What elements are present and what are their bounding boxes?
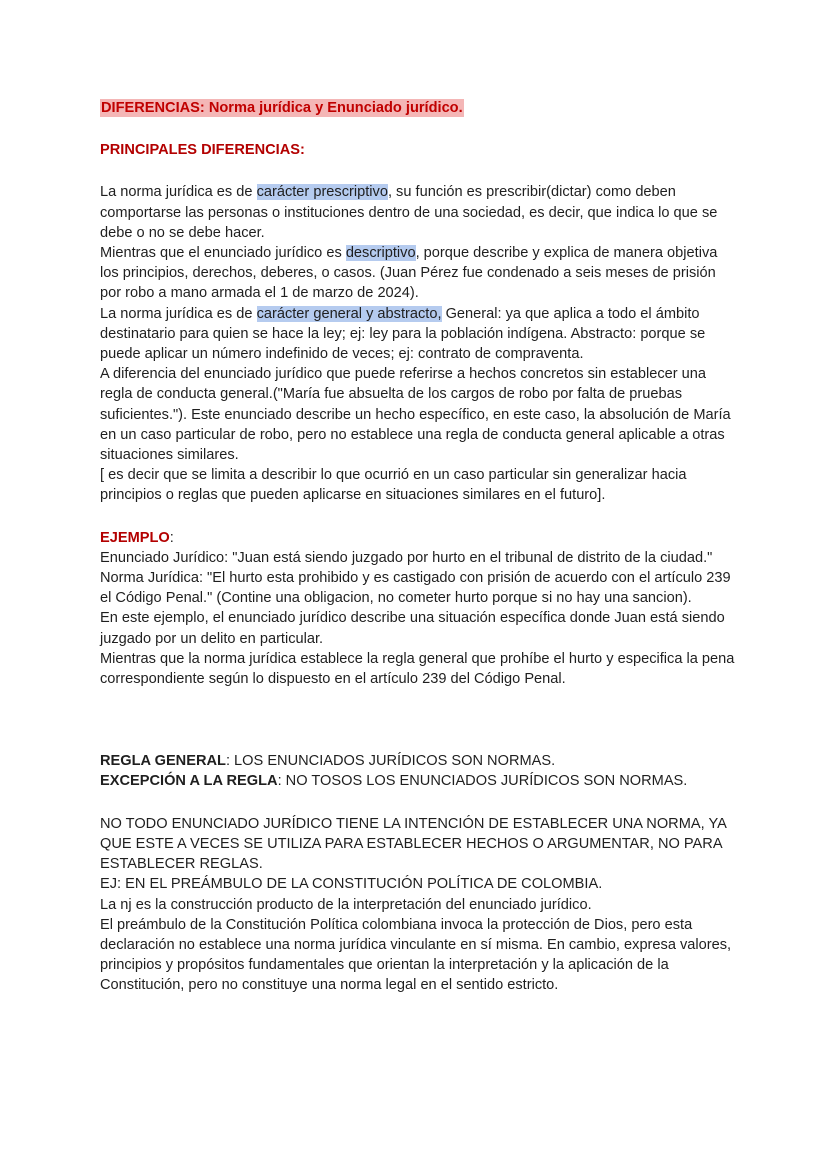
ejemplo-norma: Norma Jurídica: "El hurto esta prohibido y es castigado con prisión de acuerdo con el artículo 239 el Código Penal." (Contine una obligacion, no cometer hurto porque si no hay una sancion). — [100, 570, 731, 607]
ejemplo-enunciado: Enunciado Jurídico: "Juan está siendo juzgado por hurto en el tribunal de distrito de la ciudad." — [100, 549, 713, 566]
text-run: , porque describe y explica de manera objetiva los principios, derechos, deberes, o casos. (Juan Pérez fue condenado a seis meses de prisión por robo a mano armada el 1 de marzo de 2024). — [100, 245, 718, 302]
regla-general-label: REGLA GENERAL — [100, 753, 226, 770]
paragraph-preambulo-explicacion: El preámbulo de la Constitución Política colombiana invoca la protección de Dios, pero esta declaración no establece una norma jurídica vinculante en sí misma. En cambio, expresa valores, principios y propósitos fundamentales que orientan la interpretación y la aplicación de la Constitución, pero no constituye una norma legal en el sentido estricto. — [100, 916, 732, 994]
principales-heading: PRINCIPALES DIFERENCIAS: — [100, 142, 305, 159]
paragraph-ej-preambulo: EJ: EN EL PREÁMBULO DE LA CONSTITUCIÓN POLÍTICA DE COLOMBIA. — [100, 876, 603, 893]
text-run: : NO TOSOS LOS ENUNCIADOS JURÍDICOS SON NORMAS. — [277, 773, 688, 790]
paragraph-es-decir: [ es decir que se limita a describir lo que ocurrió en un caso particular sin generalizar hacia principios o reglas que pueden aplicarse en situaciones similares en el futuro]. — [100, 467, 687, 504]
ejemplo-heading: EJEMPLO — [100, 529, 170, 546]
ejemplo-heading-line — [100, 528, 740, 548]
text-run: : LOS ENUNCIADOS JURÍDICOS SON NORMAS. — [225, 753, 556, 770]
text-run: La norma jurídica es de — [100, 184, 257, 201]
text-run: General: ya que aplica a todo el ámbito destinatario para quien se hace la ley; ej: ley para la población indígena. Abstracto: porque se puede aplicar un número indefinido de veces; ej: contrato de compraventa. — [100, 305, 706, 363]
regla-general-line — [100, 751, 740, 771]
text-run: La norma jurídica es de — [100, 305, 257, 322]
paragraph-nj-construccion: La nj es la construcción producto de la interpretación del enunciado jurídico. — [100, 896, 592, 913]
document-body — [100, 98, 740, 996]
excepcion-line — [100, 771, 740, 791]
paragraph-no-todo-enunciado: NO TODO ENUNCIADO JURÍDICO TIENE LA INTENCIÓN DE ESTABLECER UNA NORMA, YA QUE ESTE A VECES SE UTILIZA PARA ESTABLECER HECHOS O ARGUMENTAR, NO PARA ESTABLECER REGLAS. — [100, 815, 727, 873]
text-run: , su función es prescribir(dictar) como deben comportarse las personas o instituciones dentro de una sociedad, es decir, que indica lo que se debe o no se debe hacer. — [100, 184, 718, 241]
text-run: Mientras que el enunciado jurídico es — [100, 245, 346, 262]
highlighted-text: descriptivo — [345, 245, 416, 262]
ejemplo-explicacion: En este ejemplo, el enunciado jurídico describe una situación específica donde Juan está siendo juzgado por un delito en particular. — [100, 610, 725, 647]
excepcion-label: EXCEPCIÓN A LA REGLA — [100, 773, 278, 790]
highlighted-text: carácter prescriptivo — [256, 184, 388, 201]
paragraph-enunciado-descriptivo — [100, 243, 740, 304]
highlighted-text: carácter general y abstracto, — [256, 305, 442, 322]
paragraph-norma-prescriptiva — [100, 182, 740, 243]
text-run: : — [169, 529, 174, 546]
paragraph-hechos-concretos: A diferencia del enunciado jurídico que puede referirse a hechos concretos sin establecer una regla de conducta general.("María fue absuelta de los cargos de robo por falta de pruebas suficientes."). Este enunciado describe un hecho específico, en este caso, la absolución de María en un caso particular de robo, pero no establece una regla de conducta general aplicable a otras situaciones similares. — [100, 366, 731, 464]
ejemplo-conclusion: Mientras que la norma jurídica establece la regla general que prohíbe el hurto y especifica la pena correspondiente según lo dispuesto en el artículo 239 del Código Penal. — [100, 650, 735, 688]
document-title: DIFERENCIAS: Norma jurídica y Enunciado jurídico. — [101, 100, 463, 116]
paragraph-general-abstracto — [100, 304, 740, 365]
